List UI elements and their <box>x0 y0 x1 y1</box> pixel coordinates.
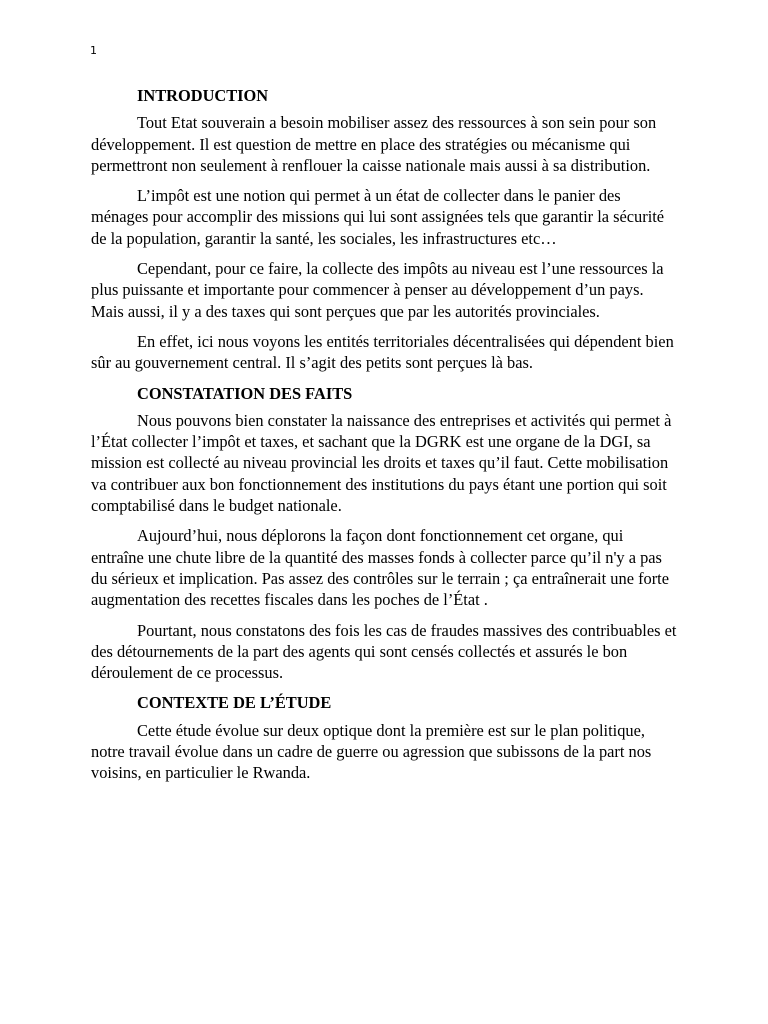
paragraph: Cependant, pour ce faire, la collecte des impôts au niveau est l’une ressources la plus puissante et importante pour commencer à penser au développement d’un pays. Mais aussi, il y a des taxes qui sont perçues que par les autorités provinciales. <box>91 259 664 321</box>
heading-constatation: CONSTATATION DES FAITS <box>137 383 353 403</box>
paragraph: Tout Etat souverain a besoin mobiliser assez des ressources à son sein pour son développement. Il est question de mettre en place des stratégies ou mécanisme qui permettront non seulement à renflouer la caisse nationale mais aussi à sa distribution. <box>91 113 657 175</box>
paragraph: Nous pouvons bien constater la naissance des entreprises et activités qui permet à l’État collecter l’impôt et taxes, et sachant que la DGRK est une organe de la DGI, sa mission est collecté au niveau provincial les droits et taxes qu’il faut. Cette mobilisation va contribuer aux bon fonctionnement des institutions du pays étant une portion qui soit comptabilisé dans le budget nationale. <box>91 410 672 516</box>
paragraph: Cette étude évolue sur deux optique dont la première est sur le plan politique, notre travail évolue dans un cadre de guerre ou agression que subissons de la part nos voisins, en particulier le Rwanda. <box>91 720 652 783</box>
heading-contexte: CONTEXTE DE L’ÉTUDE <box>137 693 332 713</box>
paragraph: En effet, ici nous voyons les entités territoriales décentralisées qui dépendent bien sûr au gouvernement central. Il s’agit des petits sont perçues là bas. <box>91 331 674 373</box>
page-number: 1 <box>90 44 97 57</box>
paragraph: Aujourd’hui, nous déplorons la façon dont fonctionnement cet organe, qui entraîne une chute libre de la quantité des masses fonds à collecter parce qu’il n'y a pas du sérieux et implication. Pas assez des contrôles sur le terrain ; ça entraînerait une forte augmentation des recettes fiscales dans les poches de l’État . <box>91 526 670 610</box>
heading-introduction: INTRODUCTION <box>137 86 269 105</box>
paragraph: Pourtant, nous constatons des fois les cas de fraudes massives des contribuables et des détournements de la part des agents qui sont censés collectés et assurés le bon déroulement de ce processus. <box>91 620 677 683</box>
document-body <box>91 85 679 793</box>
paragraph: L’impôt est une notion qui permet à un état de collecter dans le panier des ménages pour accomplir des missions qui lui sont assignées tels que garantir la sécurité de la population, garantir la santé, les sociales, les infrastructures etc… <box>91 186 665 248</box>
